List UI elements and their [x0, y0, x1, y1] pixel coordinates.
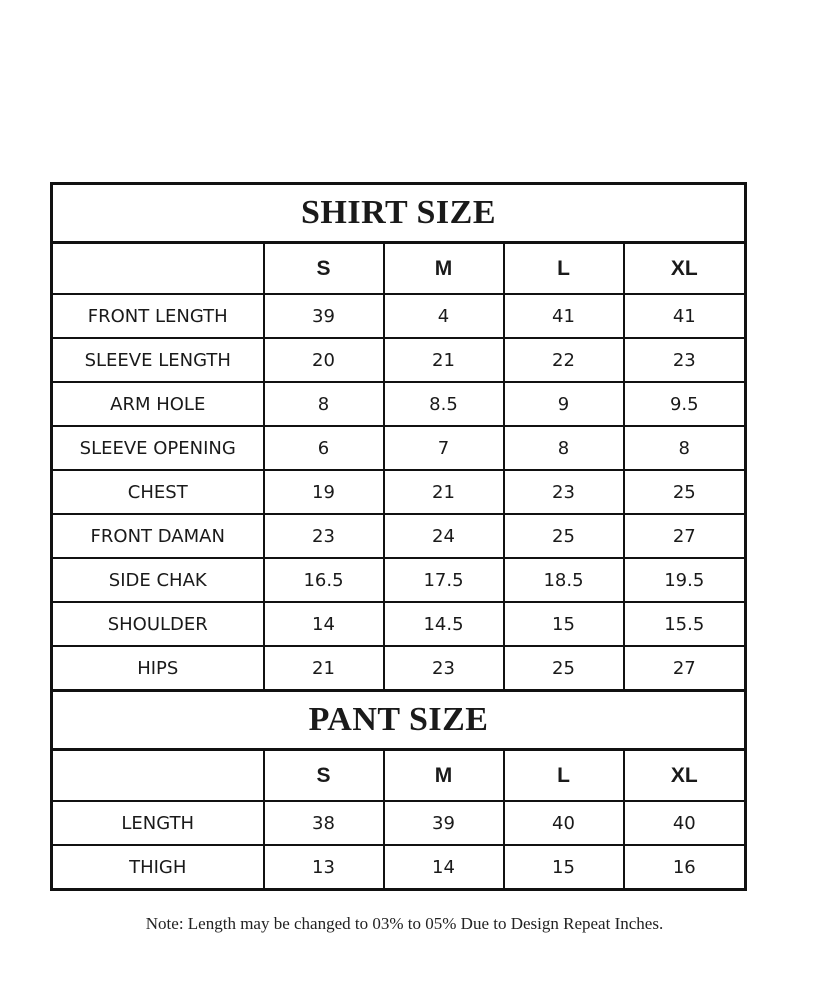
- cell-value: 9.5: [624, 382, 746, 426]
- cell-value: 39: [264, 294, 384, 338]
- cell-value: 27: [624, 646, 746, 691]
- table-row: [52, 470, 746, 514]
- cell-value: 23: [624, 338, 746, 382]
- cell-value: 8: [624, 426, 746, 470]
- cell-value: 25: [504, 646, 624, 691]
- cell-value: 38: [264, 801, 384, 845]
- table-row: [52, 338, 746, 382]
- pant-title-row: [52, 691, 746, 750]
- cell-value: 20: [264, 338, 384, 382]
- cell-value: 23: [264, 514, 384, 558]
- table-row: [52, 801, 746, 845]
- cell-value: 21: [384, 470, 504, 514]
- table-row: [52, 646, 746, 691]
- row-label: SHOULDER: [52, 602, 264, 646]
- row-label: FRONT LENGTH: [52, 294, 264, 338]
- row-label: LENGTH: [52, 801, 264, 845]
- cell-value: 7: [384, 426, 504, 470]
- cell-value: 14.5: [384, 602, 504, 646]
- cell-value: 21: [264, 646, 384, 691]
- cell-value: 23: [504, 470, 624, 514]
- cell-value: 22: [504, 338, 624, 382]
- cell-value: 15: [504, 602, 624, 646]
- cell-value: 39: [384, 801, 504, 845]
- cell-value: 19.5: [624, 558, 746, 602]
- pant-size-header-xl: XL: [624, 750, 746, 802]
- shirt-size-header-s: S: [264, 243, 384, 295]
- table-row: [52, 294, 746, 338]
- cell-value: 25: [624, 470, 746, 514]
- row-label: CHEST: [52, 470, 264, 514]
- cell-value: 15.5: [624, 602, 746, 646]
- cell-value: 14: [264, 602, 384, 646]
- shirt-size-header-l: L: [504, 243, 624, 295]
- cell-value: 40: [624, 801, 746, 845]
- table-row: [52, 514, 746, 558]
- cell-value: 15: [504, 845, 624, 890]
- shirt-title-row: [52, 184, 746, 243]
- row-label: SLEEVE LENGTH: [52, 338, 264, 382]
- cell-value: 6: [264, 426, 384, 470]
- cell-value: 8.5: [384, 382, 504, 426]
- pant-size-header-l: L: [504, 750, 624, 802]
- cell-value: 21: [384, 338, 504, 382]
- row-label: THIGH: [52, 845, 264, 890]
- pant-size-title: PANT SIZE: [52, 691, 746, 750]
- cell-value: 8: [504, 426, 624, 470]
- row-label: FRONT DAMAN: [52, 514, 264, 558]
- row-label: SIDE CHAK: [52, 558, 264, 602]
- cell-value: 9: [504, 382, 624, 426]
- shirt-header-blank-cell: [52, 243, 264, 295]
- shirt-size-title: SHIRT SIZE: [52, 184, 746, 243]
- cell-value: 41: [504, 294, 624, 338]
- shirt-size-header-row: [52, 243, 746, 295]
- shirt-size-header-m: M: [384, 243, 504, 295]
- cell-value: 19: [264, 470, 384, 514]
- cell-value: 40: [504, 801, 624, 845]
- table-row: [52, 382, 746, 426]
- cell-value: 41: [624, 294, 746, 338]
- cell-value: 14: [384, 845, 504, 890]
- table-row: [52, 558, 746, 602]
- cell-value: 27: [624, 514, 746, 558]
- cell-value: 4: [384, 294, 504, 338]
- cell-value: 17.5: [384, 558, 504, 602]
- size-chart-table: [50, 182, 747, 891]
- pant-header-blank-cell: [52, 750, 264, 802]
- cell-value: 16: [624, 845, 746, 890]
- cell-value: 13: [264, 845, 384, 890]
- row-label: SLEEVE OPENING: [52, 426, 264, 470]
- cell-value: 18.5: [504, 558, 624, 602]
- table-row: [52, 845, 746, 890]
- cell-value: 23: [384, 646, 504, 691]
- cell-value: 24: [384, 514, 504, 558]
- note-text: Note: Length may be changed to 03% to 05% Due to Design Repeat Inches.: [145, 914, 664, 933]
- row-label: HIPS: [52, 646, 264, 691]
- cell-value: 8: [264, 382, 384, 426]
- table-row: [52, 602, 746, 646]
- pant-size-header-row: [52, 750, 746, 802]
- pant-size-header-m: M: [384, 750, 504, 802]
- row-label: ARM HOLE: [52, 382, 264, 426]
- shirt-size-header-xl: XL: [624, 243, 746, 295]
- pant-size-header-s: S: [264, 750, 384, 802]
- cell-value: 25: [504, 514, 624, 558]
- table-row: [52, 426, 746, 470]
- cell-value: 16.5: [264, 558, 384, 602]
